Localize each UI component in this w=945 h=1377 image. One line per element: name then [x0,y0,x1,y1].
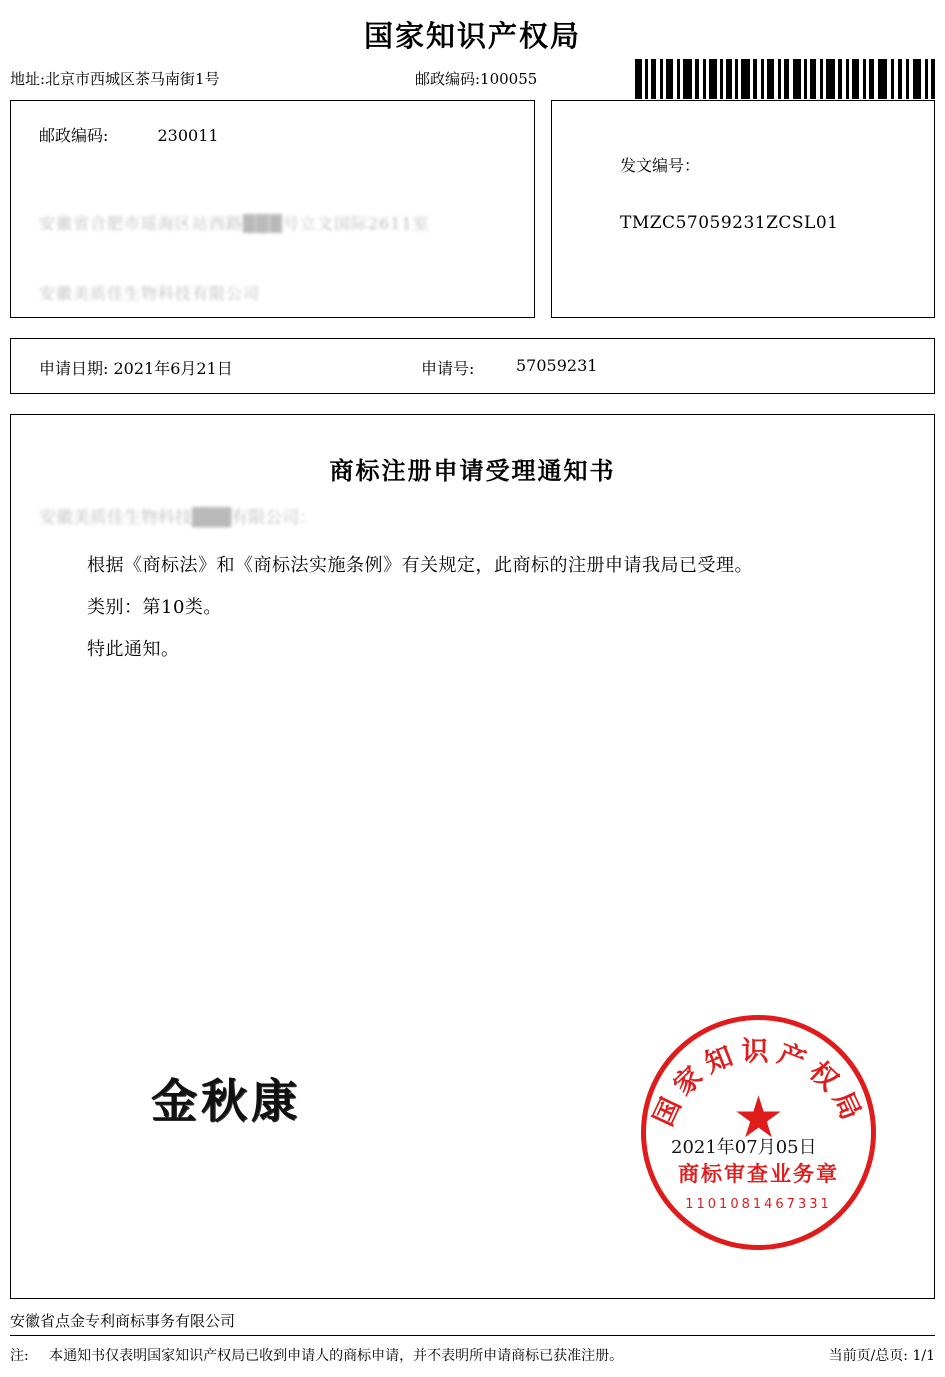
recipient-zip-label: 邮政编码: [39,126,109,145]
seal-bottom-text: 商标审查业务章 [678,1161,839,1186]
page-indicator [829,1345,935,1365]
agency-name: 安徽省点金专利商标事务有限公司 [10,1312,236,1330]
header-row [0,63,945,97]
notice-paragraph-1: 根据《商标法》和《商标法实施条例》有关规定，此商标的注册申请我局已受理。 [87,555,753,576]
notice-paragraph-2: 类别：第10类。 [87,597,222,618]
trademark-mark: 金秋康 [151,1074,301,1128]
application-date [39,356,233,379]
recipient-box [10,100,535,318]
document-number-label: 发文编号： [620,156,701,175]
notice-paragraph-3: 特此通知。 [87,639,180,660]
application-date-label: 申请日期: [39,359,109,378]
footer-note-text: 本通知书仅表明国家知识产权局已收到申请人的商标申请，并不表明所申请商标已获准注册。 [49,1348,624,1364]
document-number-value: TMZC57059231ZCSL01 [620,213,839,233]
application-number-label: 申请号: [421,359,475,378]
recipient-address-redacted: 安徽省合肥市瑶海区站西路███号立文国际2611室 [39,214,430,233]
application-date-value: 2021年6月21日 [113,359,233,378]
footer-divider [10,1335,935,1336]
notice-title: 商标注册申请受理通知书 [329,456,616,485]
notice-body-box [10,414,935,1299]
barcode-icon [635,57,935,101]
recipient-zip-line [39,123,219,146]
organization-title: 国家知识产权局 [363,19,581,53]
page-indicator-value: 1/1 [912,1348,935,1364]
addressee-redacted: 安徽美质佳生物科技███有限公司： [39,508,317,528]
application-number-value: 57059231 [516,356,598,375]
recipient-zip-value: 230011 [157,126,219,145]
page-indicator-label: 当前页/总页: [828,1348,909,1364]
footer-note-label: 注: [10,1348,29,1364]
seal-date: 2021年07月05日 [671,1137,817,1158]
office-address: 地址:北京市西城区茶马南街1号 [10,70,220,88]
application-info-box [10,338,935,394]
office-postcode: 邮政编码:100055 [415,70,538,88]
document-number-box [551,100,935,318]
seal-number: 1101081467331 [685,1197,832,1212]
footer-note [10,1345,623,1365]
recipient-name-redacted: 安徽美质佳生物科技有限公司 [39,284,261,303]
svg-text:国家知识产权局: 国家知识产权局 [647,1036,870,1131]
